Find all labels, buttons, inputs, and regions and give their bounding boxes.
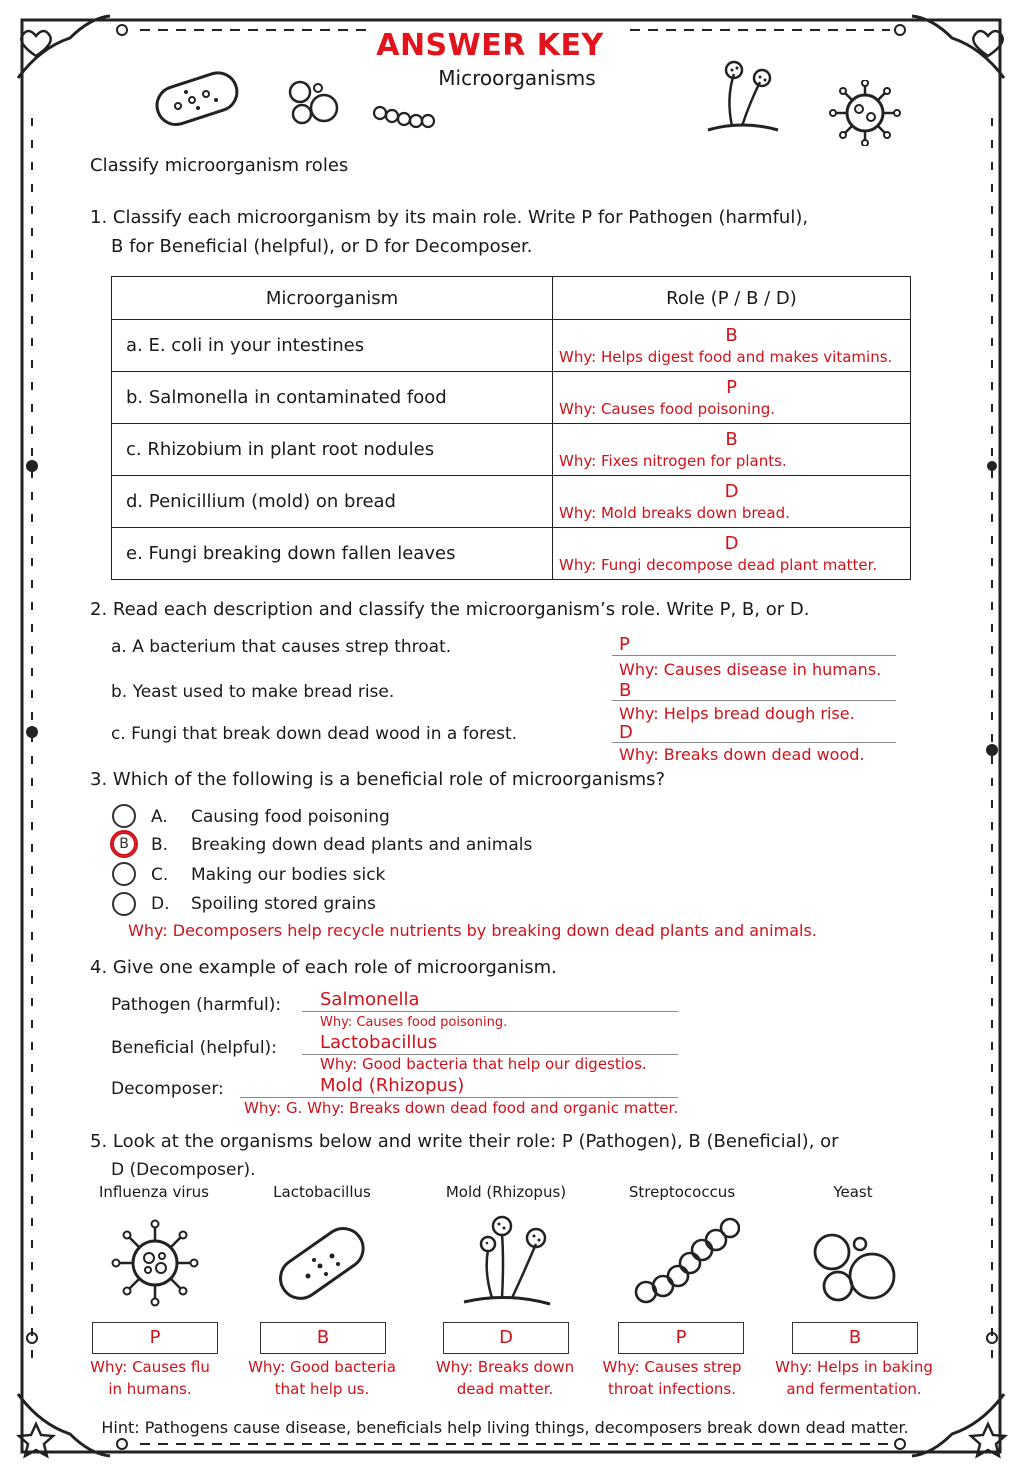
q2-item-b: b. Yeast used to make bread rise.: [111, 682, 395, 702]
role-box-yeast[interactable]: B: [792, 1322, 918, 1354]
organism-why: Why: Good bacteria that help us.: [248, 1358, 396, 1398]
virus-icon: [826, 80, 904, 146]
organism-why: Why: Breaks down dead matter.: [435, 1358, 575, 1398]
role-cell[interactable]: [553, 424, 911, 476]
option-b-text: Breaking down dead plants and animals: [191, 835, 533, 855]
q2-answer-c[interactable]: D: [619, 722, 633, 743]
role-cell[interactable]: [553, 528, 911, 580]
role-box-influenza[interactable]: P: [92, 1322, 218, 1354]
role-cell[interactable]: [553, 476, 911, 528]
role-box-mold[interactable]: D: [443, 1322, 569, 1354]
mold-icon: [456, 1212, 556, 1312]
role-why: Why: Fungi decompose dead plant matter.: [559, 556, 878, 574]
q4-prompt: 4. Give one example of each role of microorganism.: [90, 957, 557, 978]
q4-answer-pathogen[interactable]: Salmonella: [320, 989, 420, 1010]
col-header-role: Role (P / B / D): [553, 277, 911, 320]
option-d-text: Spoiling stored grains: [191, 894, 376, 914]
option-c-text: Making our bodies sick: [191, 865, 386, 885]
role-cell[interactable]: [553, 372, 911, 424]
table-row: [112, 424, 911, 476]
virus-icon: [110, 1218, 200, 1308]
microorganism-cell: e. Fungi breaking down fallen leaves: [112, 528, 553, 580]
q3-why: Why: Decomposers help recycle nutrients by breaking down dead plants and animals.: [128, 921, 817, 940]
organism-name: Lactobacillus: [273, 1183, 371, 1201]
q2-why-b: Why: Helps bread dough rise.: [619, 704, 855, 723]
q2-why-a: Why: Causes disease in humans.: [619, 660, 882, 679]
q2-prompt: 2. Read each description and classify the microorganism’s role. Write P, B, or D.: [90, 599, 810, 620]
option-b-radio-selected[interactable]: [112, 832, 136, 856]
chain-bacteria-icon: [372, 104, 442, 130]
option-d-radio[interactable]: [112, 892, 136, 916]
hint-text: Hint: Pathogens cause disease, beneficials help living things, decomposers break down dead matter.: [101, 1418, 909, 1437]
q1-prompt-line2: B for Beneficial (helpful), or D for Decomposer.: [111, 236, 533, 257]
role-why: Why: Helps digest food and makes vitamins.: [559, 348, 893, 366]
microorganism-cell: a. E. coli in your intestines: [112, 320, 553, 372]
option-a-letter: A.: [151, 807, 168, 827]
q2-why-c: Why: Breaks down dead wood.: [619, 745, 865, 764]
q4-label-beneficial: Beneficial (helpful):: [111, 1038, 277, 1058]
organism-why: Why: Causes flu in humans.: [90, 1358, 210, 1398]
page-subtitle: Microorganisms: [438, 66, 596, 90]
role-answer: D: [724, 533, 739, 554]
page-title: ANSWER KEY: [376, 28, 604, 63]
q2-answer-a[interactable]: P: [619, 634, 630, 655]
q4-label-decomposer: Decomposer:: [111, 1079, 224, 1099]
role-why: Why: Fixes nitrogen for plants.: [559, 452, 787, 470]
microorganism-cell: c. Rhizobium in plant root nodules: [112, 424, 553, 476]
role-box-streptococcus[interactable]: P: [618, 1322, 744, 1354]
q2-answer-b[interactable]: B: [619, 680, 632, 701]
organism-name: Yeast: [833, 1183, 873, 1201]
q1-prompt-line1: 1. Classify each microorganism by its main role. Write P for Pathogen (harmful),: [90, 207, 809, 228]
organism-why: Why: Causes strep throat infections.: [602, 1358, 742, 1398]
q4-why-beneficial: Why: Good bacteria that help our digestios.: [320, 1055, 647, 1073]
q2-item-c: c. Fungi that break down dead wood in a forest.: [111, 724, 518, 744]
organism-name: Influenza virus: [99, 1183, 209, 1201]
table-row: [112, 528, 911, 580]
role-box-lactobacillus[interactable]: B: [260, 1322, 386, 1354]
table-row: [112, 372, 911, 424]
microorganism-cell: b. Salmonella in contaminated food: [112, 372, 553, 424]
q3-prompt: 3. Which of the following is a beneficial role of microorganisms?: [90, 769, 666, 790]
role-cell[interactable]: [553, 320, 911, 372]
instructions: Classify microorganism roles: [90, 155, 349, 176]
q4-why-pathogen: Why: Causes food poisoning.: [320, 1015, 508, 1030]
q5-prompt-line2: D (Decomposer).: [111, 1160, 256, 1180]
option-c-letter: C.: [151, 865, 169, 885]
yeast-icon: [808, 1228, 898, 1304]
q1-table: [111, 276, 911, 580]
table-row: [112, 476, 911, 528]
option-b-letter: B.: [151, 835, 169, 855]
option-a-radio[interactable]: [112, 804, 136, 828]
microorganism-cell: d. Penicillium (mold) on bread: [112, 476, 553, 528]
role-why: Why: Causes food poisoning.: [559, 400, 775, 418]
role-answer: P: [726, 377, 737, 398]
yeast-icon: [286, 78, 342, 126]
q2-item-a: a. A bacterium that causes strep throat.: [111, 637, 452, 657]
table-row: [112, 320, 911, 372]
option-c-radio[interactable]: [112, 862, 136, 886]
role-why: Why: Mold breaks down bread.: [559, 504, 790, 522]
bacillus-icon: [268, 1216, 374, 1312]
organism-name: Streptococcus: [628, 1183, 736, 1201]
organism-why: Why: Helps in baking and fermentation.: [775, 1358, 933, 1398]
role-answer: D: [724, 481, 739, 502]
q4-answer-beneficial[interactable]: Lactobacillus: [320, 1032, 438, 1053]
selected-option-mark: B: [119, 836, 129, 852]
role-answer: B: [725, 325, 738, 346]
option-d-letter: D.: [151, 894, 170, 914]
role-answer: B: [725, 429, 738, 450]
mold-icon: [702, 58, 782, 140]
bacillus-icon: [148, 66, 244, 134]
q5-prompt-line1: 5. Look at the organisms below and write their role: P (Pathogen), B (Beneficial), or: [90, 1131, 839, 1152]
q4-label-pathogen: Pathogen (harmful):: [111, 995, 282, 1015]
organism-name: Mold (Rhizopus): [445, 1183, 567, 1201]
q4-why-decomposer: Why: G. Why: Breaks down dead food and organic matter.: [244, 1099, 679, 1117]
chain-bacteria-icon: [630, 1214, 740, 1310]
col-header-microorganism: Microorganism: [112, 277, 553, 320]
q4-answer-decomposer[interactable]: Mold (Rhizopus): [320, 1075, 465, 1096]
option-a-text: Causing food poisoning: [191, 807, 390, 827]
